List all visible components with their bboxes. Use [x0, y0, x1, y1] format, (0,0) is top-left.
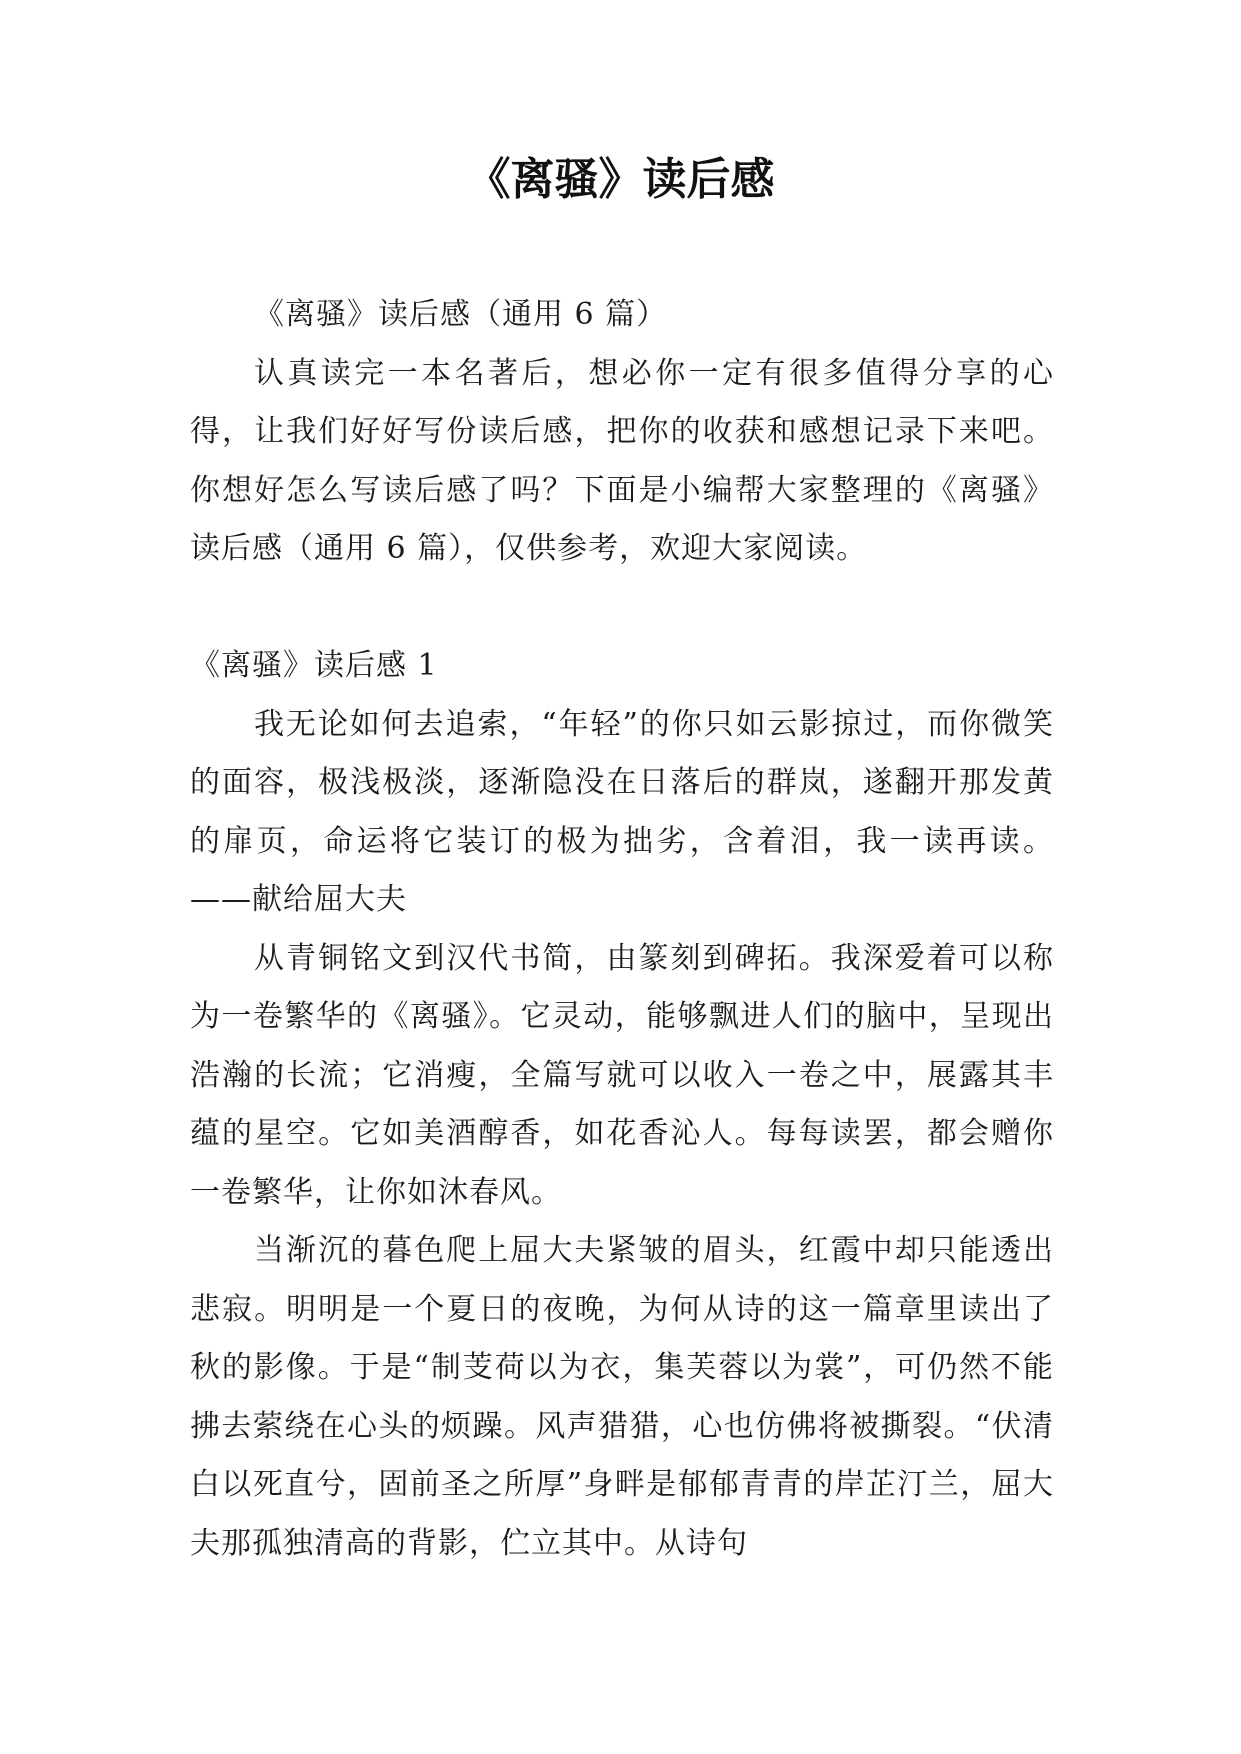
intro-paragraph: 认真读完一本名著后，想必你一定有很多值得分享的心得，让我们好好写份读后感，把你的收获和感想记录下来吧。你想好怎么写读后感了吗？下面是小编帮大家整理的《离骚》读后感（通用 6 篇），仅供参考，欢迎大家阅读。 — [190, 355, 1054, 566]
body-paragraph: 当渐沉的暮色爬上屈大夫紧皱的眉头，红霞中却只能透出悲寂。明明是一个夏日的夜晚，为何从诗的这一篇章里读出了秋的影像。于是“制芰荷以为衣，集芙蓉以为裳”，可仍然不能拂去萦绕在心头的烦躁。风声猎猎，心也仿佛将被撕裂。“伏清白以死直兮，固前圣之所厚”身畔是郁郁青青的岸芷汀兰，屈大夫那孤独清高的背影，伫立其中。从诗句 — [190, 1233, 1054, 1561]
body-paragraph: 从青铜铭文到汉代书简，由篆刻到碑拓。我深爱着可以称为一卷繁华的《离骚》。它灵动，能够飘进人们的脑中，呈现出浩瀚的长流；它消瘦，全篇写就可以收入一卷之中，展露其丰蕴的星空。它如美酒醇香，如花香沁人。每每读罢，都会赠你一卷繁华，让你如沐春风。 — [190, 940, 1054, 1210]
document-body — [190, 286, 1054, 1573]
section-spacer — [190, 579, 1054, 638]
section-heading: 《离骚》读后感 1 — [190, 648, 438, 683]
document-subtitle: 《离骚》读后感（通用 6 篇） — [254, 297, 668, 332]
document-title: 《离骚》读后感 — [466, 154, 775, 205]
body-paragraph: 我无论如何去追索，“年轻”的你只如云影掠过，而你微笑的面容，极浅极淡，逐渐隐没在日落后的群岚，遂翻开那发黄的扉页，命运将它装订的极为拙劣，含着泪，我一读再读。——献给屈大夫 — [190, 706, 1054, 917]
